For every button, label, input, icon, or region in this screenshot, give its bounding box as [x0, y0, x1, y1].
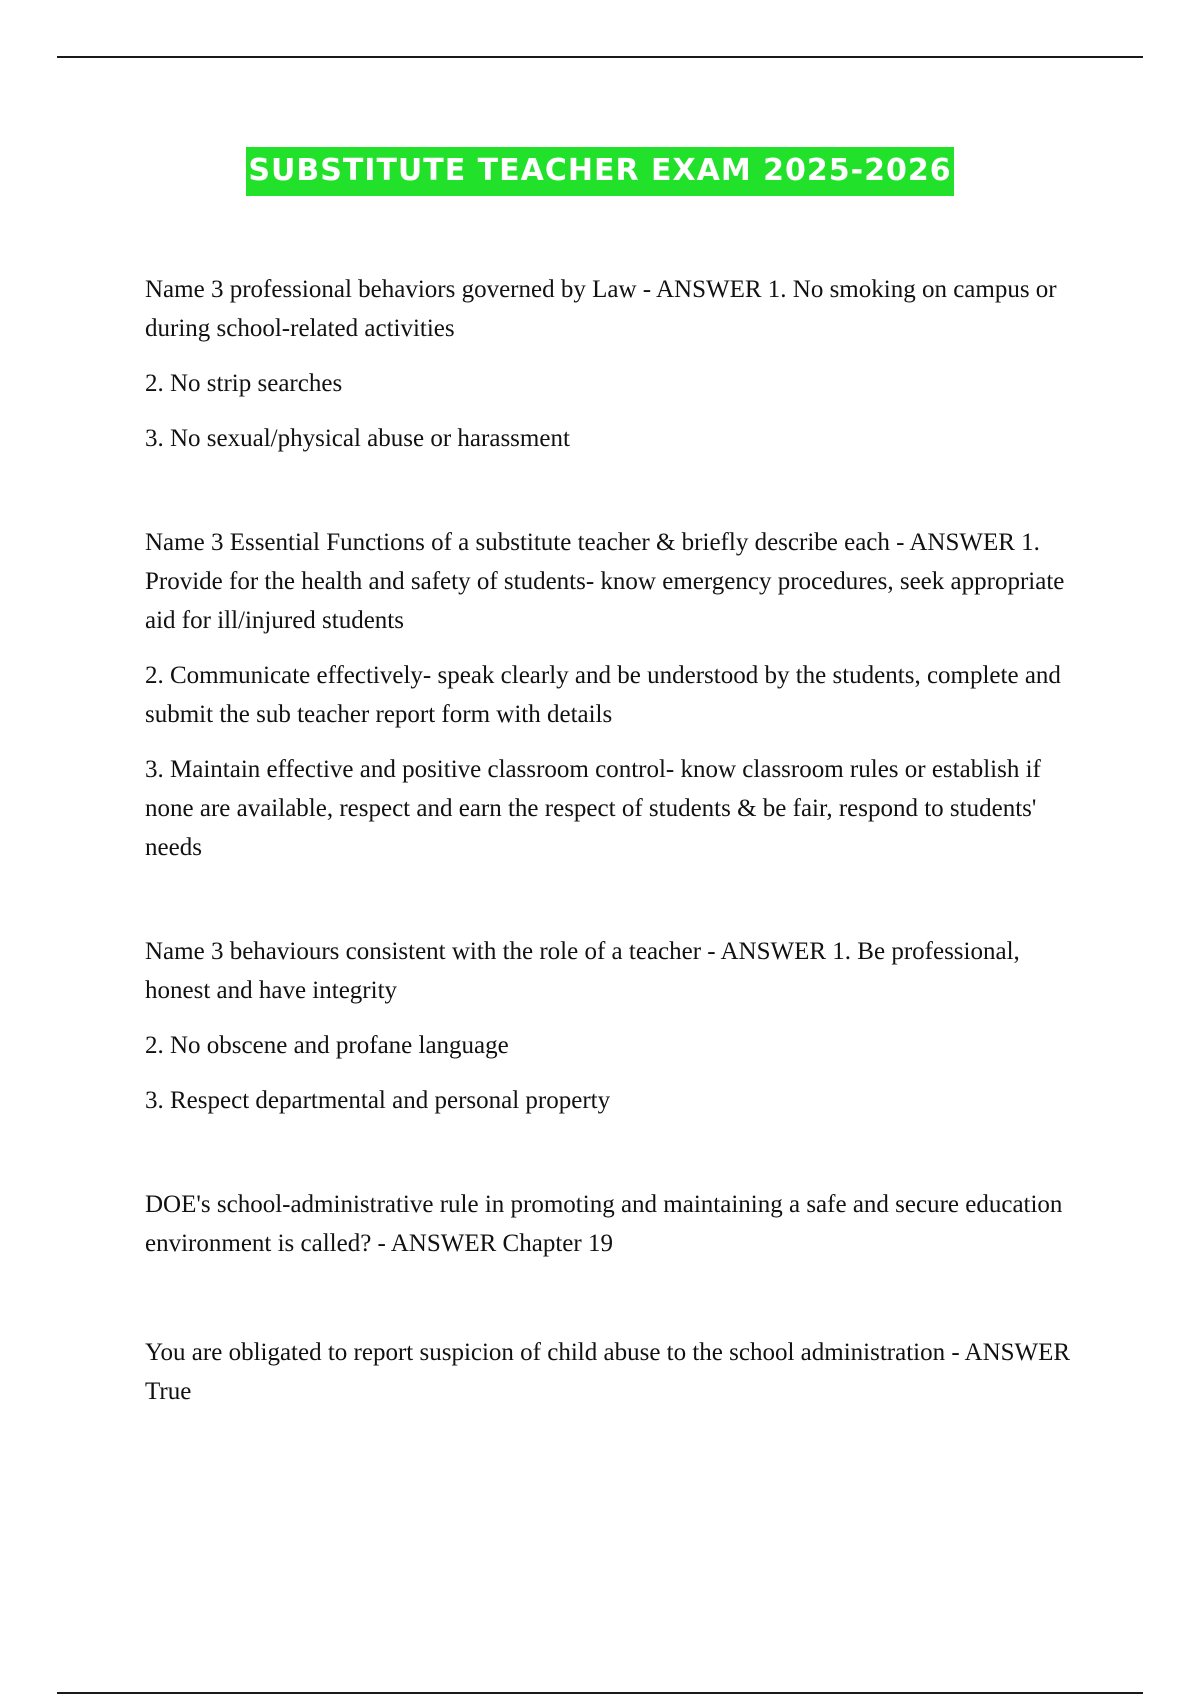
qa-item-5: [145, 1333, 1075, 1411]
answer-3-point-2: 2. No obscene and profane language: [145, 1032, 509, 1059]
question-4-text: DOE's school-administrative rule in promoting and maintaining a safe and secure education environment is called? - ANSWER Chapter 19: [145, 1191, 1063, 1257]
question-5-text: You are obligated to report suspicion of child abuse to the school administration - ANSWER True: [145, 1339, 1071, 1405]
title-wrapper: [0, 147, 1200, 196]
qa-item-1: [145, 270, 1075, 458]
answer-3-point-3: 3. Respect departmental and personal property: [145, 1087, 611, 1114]
answer-1-point-3: 3. No sexual/physical abuse or harassment: [145, 425, 570, 452]
qa-item-4: [145, 1185, 1075, 1263]
question-1-text: Name 3 professional behaviors governed by Law - ANSWER 1. No smoking on campus or during school-related activities: [145, 276, 1057, 342]
answer-2-point-3: 3. Maintain effective and positive classroom control- know classroom rules or establish if none are available, respect and earn the respect of students & be fair, respond to students' needs: [145, 756, 1041, 861]
question-3-text: Name 3 behaviours consistent with the role of a teacher - ANSWER 1. Be professional, honest and have integrity: [145, 938, 1020, 1004]
qa-content: [145, 270, 1075, 1476]
qa-item-3: [145, 932, 1075, 1120]
answer-2-point-2: 2. Communicate effectively- speak clearly and be understood by the students, complete and submit the sub teacher report form with details: [145, 662, 1061, 728]
question-2-text: Name 3 Essential Functions of a substitute teacher & briefly describe each - ANSWER 1. Provide for the health and safety of students- know emergency procedures, seek appropriate aid for ill/injured students: [145, 529, 1065, 634]
answer-1-point-2: 2. No strip searches: [145, 370, 343, 397]
bottom-rule: [57, 1692, 1143, 1694]
top-rule: [57, 56, 1143, 58]
qa-item-2: [145, 523, 1075, 867]
page-title: SUBSTITUTE TEACHER EXAM 2025-2026: [246, 147, 953, 196]
